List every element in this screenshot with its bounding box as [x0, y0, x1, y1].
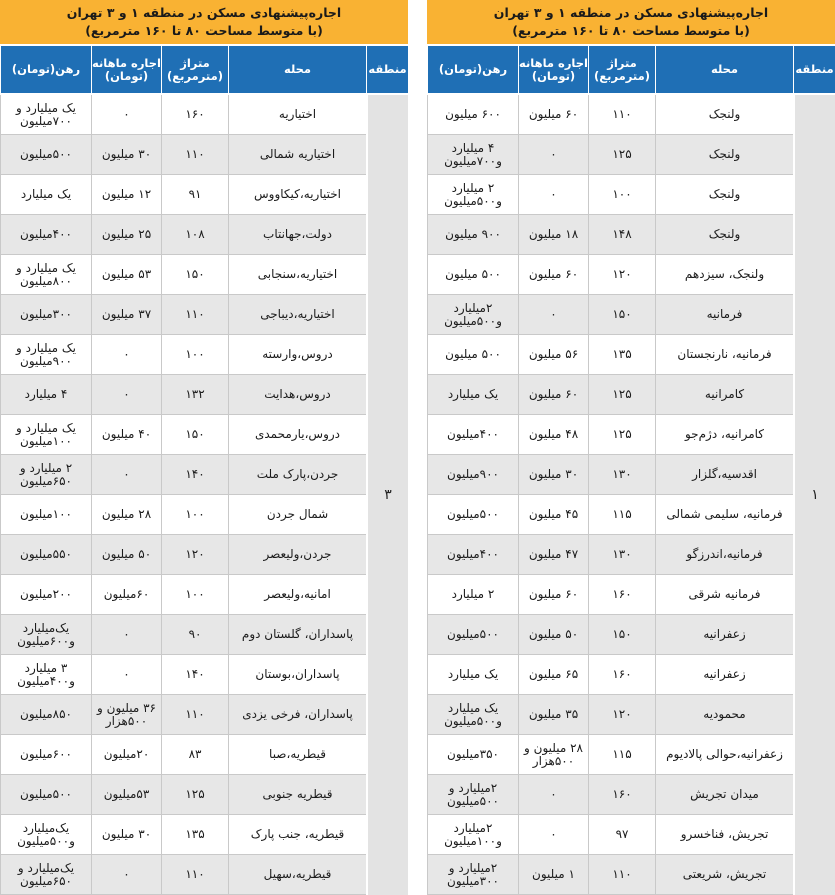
- table-cell-rent: ۵۶ میلیون: [518, 335, 588, 375]
- table-cell-rent: ۴۵ میلیون: [518, 495, 588, 535]
- table-cell-area: کامرانیه، دژم‌جو: [655, 415, 793, 455]
- table-cell-deposit: ۴۰۰میلیون: [0, 215, 91, 255]
- table-cell-area: دروس،هدایت: [228, 375, 366, 415]
- table-cell-size: ۱۴۸: [588, 215, 655, 255]
- table-cell-area: قیطریه،سهیل: [228, 855, 366, 895]
- table-cell-size: ۱۳۲: [161, 375, 228, 415]
- table-cell-rent: ۳۵ میلیون: [518, 695, 588, 735]
- column-header-area: محله: [655, 46, 793, 93]
- table-cell-rent: ۲۵ میلیون: [91, 215, 161, 255]
- table-cell-rent: ۰: [518, 135, 588, 175]
- table-cell-rent: ۴۰ میلیون: [91, 415, 161, 455]
- column-header-deposit: رهن(تومان): [0, 46, 91, 93]
- table-cell-rent: ۳۷ میلیون: [91, 295, 161, 335]
- table-cell-rent: ۶۰ میلیون: [518, 575, 588, 615]
- table-cell-deposit: ۳۵۰میلیون: [427, 735, 518, 775]
- table-panel-region-1: [427, 0, 835, 888]
- table-cell-rent: ۶۵ میلیون: [518, 655, 588, 695]
- table-cell-rent: ۰: [518, 815, 588, 855]
- table-cell-area: فرمانیه، نارنجستان: [655, 335, 793, 375]
- table-cell-rent: ۰: [91, 455, 161, 495]
- table-cell-rent: ۴۸ میلیون: [518, 415, 588, 455]
- table-cell-area: فرمانیه،اندرزگو: [655, 535, 793, 575]
- table-cell-deposit: ۲ میلیارد و۵۰۰میلیون: [427, 175, 518, 215]
- table-cell-area: قیطریه، جنب پارک: [228, 815, 366, 855]
- table-cell-rent: ۵۳میلیون: [91, 775, 161, 815]
- table-cell-area: ولنجک: [655, 175, 793, 215]
- table-cell-size: ۱۳۵: [161, 815, 228, 855]
- column-header-region: منطقه: [366, 46, 408, 93]
- table-cell-deposit: ۵۰۰میلیون: [0, 135, 91, 175]
- table-cell-rent: ۰: [91, 855, 161, 895]
- table-cell-deposit: ۲ میلیارد و ۶۵۰میلیون: [0, 455, 91, 495]
- table-cell-size: ۱۴۰: [161, 455, 228, 495]
- table-cell-rent: ۰: [91, 615, 161, 655]
- table-cell-rent: ۰: [91, 335, 161, 375]
- table-cell-rent: ۲۸ میلیون و ۵۰۰هزار: [518, 735, 588, 775]
- table-cell-area: اختیاریه: [228, 95, 366, 135]
- table-cell-size: ۱۳۵: [588, 335, 655, 375]
- table-cell-size: ۱۳۰: [588, 535, 655, 575]
- table-cell-size: ۱۶۰: [588, 655, 655, 695]
- table-cell-size: ۱۲۰: [588, 695, 655, 735]
- table-cell-area: دروس،یارمحمدی: [228, 415, 366, 455]
- table-cell-size: ۱۲۵: [588, 415, 655, 455]
- table-cell-deposit: ۲میلیارد و۱۰۰میلیون: [427, 815, 518, 855]
- table-cell-area: ولنجک: [655, 215, 793, 255]
- table-cell-area: ولنجک، سیزدهم: [655, 255, 793, 295]
- table-cell-size: ۹۷: [588, 815, 655, 855]
- table-cell-area: زعفرانیه،حوالی پالادیوم: [655, 735, 793, 775]
- table-cell-deposit: یک میلیارد: [0, 175, 91, 215]
- table-cell-size: ۱۱۵: [588, 495, 655, 535]
- table-cell-deposit: یک میلیارد و ۸۰۰میلیون: [0, 255, 91, 295]
- column-header-rent: اجاره ماهانه (تومان): [91, 46, 161, 93]
- table-cell-size: ۱۶۰: [161, 95, 228, 135]
- table-cell-size: ۱۰۸: [161, 215, 228, 255]
- table-cell-size: ۱۶۰: [588, 775, 655, 815]
- table-cell-size: ۱۲۰: [588, 255, 655, 295]
- table-cell-area: فرمانیه، سلیمی شمالی: [655, 495, 793, 535]
- table-cell-size: ۱۲۵: [588, 135, 655, 175]
- table-cell-rent: ۵۰ میلیون: [91, 535, 161, 575]
- table-cell-deposit: ۶۰۰میلیون: [0, 735, 91, 775]
- table-cell-deposit: ۵۵۰میلیون: [0, 535, 91, 575]
- table-cell-area: پاسداران، گلستان دوم: [228, 615, 366, 655]
- table-cell-rent: ۵۳ میلیون: [91, 255, 161, 295]
- table-cell-size: ۱۳۰: [588, 455, 655, 495]
- table-cell-deposit: یک‌میلیارد و۶۰۰میلیون: [0, 615, 91, 655]
- table-cell-rent: ۰: [91, 655, 161, 695]
- table-cell-size: ۱۴۰: [161, 655, 228, 695]
- table-cell-deposit: ۸۵۰میلیون: [0, 695, 91, 735]
- table-cell-deposit: یک میلیارد: [427, 375, 518, 415]
- table-cell-size: ۱۱۰: [161, 855, 228, 895]
- table-cell-rent: ۳۰ میلیون: [91, 815, 161, 855]
- table-cell-area: اختیاریه شمالی: [228, 135, 366, 175]
- table-cell-deposit: ۲۰۰میلیون: [0, 575, 91, 615]
- table-header: [427, 44, 835, 93]
- table-cell-deposit: یک میلیارد: [427, 655, 518, 695]
- table-body: [0, 93, 408, 895]
- title-line-2: (با متوسط مساحت ۸۰ تا ۱۶۰ مترمربع): [512, 23, 750, 38]
- table-cell-deposit: یک میلیارد و ۷۰۰میلیون: [0, 95, 91, 135]
- table-cell-size: ۱۰۰: [161, 575, 228, 615]
- table-cell-area: محمودیه: [655, 695, 793, 735]
- table-cell-size: ۱۱۰: [588, 95, 655, 135]
- table-cell-area: اختیاریه،کیکاووس: [228, 175, 366, 215]
- table-cell-rent: ۳۰ میلیون: [518, 455, 588, 495]
- table-cell-area: پاسداران،بوستان: [228, 655, 366, 695]
- table-cell-rent: ۱۸ میلیون: [518, 215, 588, 255]
- table-cell-deposit: ۳ میلیارد و۴۰۰میلیون: [0, 655, 91, 695]
- table-header: [0, 44, 408, 93]
- table-cell-size: ۱۱۰: [161, 695, 228, 735]
- table-cell-size: ۹۱: [161, 175, 228, 215]
- table-cell-rent: ۰: [91, 375, 161, 415]
- table-cell-deposit: یک‌میلیارد و ۶۵۰میلیون: [0, 855, 91, 895]
- table-cell-rent: ۶۰میلیون: [91, 575, 161, 615]
- table-cell-size: ۱۵۰: [588, 295, 655, 335]
- table-cell-area: جردن،پارک ملت: [228, 455, 366, 495]
- table-cell-deposit: ۱۰۰میلیون: [0, 495, 91, 535]
- table-cell-area: زعفرانیه: [655, 655, 793, 695]
- table-title: [0, 0, 408, 44]
- table-cell-rent: ۰: [91, 95, 161, 135]
- table-panel-region-3: [0, 0, 408, 888]
- table-cell-size: ۱۲۰: [161, 535, 228, 575]
- table-cell-deposit: ۵۰۰ میلیون: [427, 335, 518, 375]
- table-cell-deposit: ۶۰۰ میلیون: [427, 95, 518, 135]
- table-cell-deposit: ۲ میلیارد: [427, 575, 518, 615]
- table-cell-size: ۱۵۰: [588, 615, 655, 655]
- table-cell-area: کامرانیه: [655, 375, 793, 415]
- table-cell-area: پاسداران، فرخی یزدی: [228, 695, 366, 735]
- table-cell-size: ۱۲۵: [588, 375, 655, 415]
- table-cell-rent: ۱ میلیون: [518, 855, 588, 895]
- table-cell-area: زعفرانیه: [655, 615, 793, 655]
- table-cell-size: ۱۰۰: [161, 495, 228, 535]
- table-cell-deposit: ۵۰۰میلیون: [427, 495, 518, 535]
- table-cell-rent: ۶۰ میلیون: [518, 95, 588, 135]
- title-line-1: اجاره‌پیشنهادی مسکن در منطقه ۱ و ۳ تهران: [493, 5, 769, 20]
- table-cell-rent: ۰: [518, 775, 588, 815]
- table-cell-area: اقدسیه،گلزار: [655, 455, 793, 495]
- table-cell-rent: ۶۰ میلیون: [518, 375, 588, 415]
- table-cell-size: ۸۳: [161, 735, 228, 775]
- table-cell-size: ۱۵۰: [161, 255, 228, 295]
- table-cell-deposit: ۵۰۰میلیون: [0, 775, 91, 815]
- table-cell-deposit: ۹۰۰ میلیون: [427, 215, 518, 255]
- table-cell-deposit: یک میلیارد و ۹۰۰میلیون: [0, 335, 91, 375]
- table-cell-rent: ۱۲ میلیون: [91, 175, 161, 215]
- table-cell-size: ۱۰۰: [588, 175, 655, 215]
- column-header-area: محله: [228, 46, 366, 93]
- table-cell-rent: ۲۰میلیون: [91, 735, 161, 775]
- table-cell-size: ۹۰: [161, 615, 228, 655]
- table-cell-rent: ۰: [518, 175, 588, 215]
- column-header-rent: اجاره ماهانه (تومان): [518, 46, 588, 93]
- table-cell-deposit: ۲میلیارد و ۵۰۰میلیون: [427, 775, 518, 815]
- table-cell-deposit: یک میلیارد و ۱۰۰میلیون: [0, 415, 91, 455]
- table-cell-size: ۱۲۵: [161, 775, 228, 815]
- table-cell-rent: ۶۰ میلیون: [518, 255, 588, 295]
- table-body: [427, 93, 835, 895]
- table-cell-deposit: ۲میلیارد و۵۰۰میلیون: [427, 295, 518, 335]
- table-cell-rent: ۲۸ میلیون: [91, 495, 161, 535]
- table-cell-area: امانیه،ولیعصر: [228, 575, 366, 615]
- table-cell-area: میدان تجریش: [655, 775, 793, 815]
- table-cell-deposit: ۴ میلیارد و۷۰۰میلیون: [427, 135, 518, 175]
- table-cell-deposit: ۵۰۰ میلیون: [427, 255, 518, 295]
- table-title: [427, 0, 835, 44]
- table-cell-deposit: ۹۰۰میلیون: [427, 455, 518, 495]
- table-cell-size: ۱۰۰: [161, 335, 228, 375]
- column-header-size: متراژ (مترمربع): [588, 46, 655, 93]
- table-cell-area: ولنجک: [655, 95, 793, 135]
- table-cell-area: تجریش، فناخسرو: [655, 815, 793, 855]
- table-cell-deposit: ۲میلیارد و ۳۰۰میلیون: [427, 855, 518, 895]
- table-cell-area: تجریش، شریعتی: [655, 855, 793, 895]
- region-number: ۳: [366, 95, 408, 895]
- table-cell-area: قیطریه جنوبی: [228, 775, 366, 815]
- title-line-1: اجاره‌پیشنهادی مسکن در منطقه ۱ و ۳ تهران: [66, 5, 342, 20]
- table-cell-area: شمال جردن: [228, 495, 366, 535]
- table-cell-size: ۱۱۰: [161, 135, 228, 175]
- table-cell-deposit: ۴ میلیارد: [0, 375, 91, 415]
- region-number: ۱: [793, 95, 835, 895]
- column-header-deposit: رهن(تومان): [427, 46, 518, 93]
- column-header-region: منطقه: [793, 46, 835, 93]
- table-cell-area: دولت،جهانتاب: [228, 215, 366, 255]
- table-cell-area: قیطریه،صبا: [228, 735, 366, 775]
- table-cell-size: ۱۵۰: [161, 415, 228, 455]
- table-cell-area: اختیاریه،سنجابی: [228, 255, 366, 295]
- table-cell-rent: ۵۰ میلیون: [518, 615, 588, 655]
- table-cell-rent: ۰: [518, 295, 588, 335]
- table-cell-rent: ۳۶ میلیون و ۵۰۰هزار: [91, 695, 161, 735]
- table-cell-rent: ۳۰ میلیون: [91, 135, 161, 175]
- table-cell-deposit: ۴۰۰میلیون: [427, 415, 518, 455]
- table-cell-area: فرمانیه شرقی: [655, 575, 793, 615]
- table-cell-deposit: ۴۰۰میلیون: [427, 535, 518, 575]
- table-cell-deposit: یک‌میلیارد و۵۰۰میلیون: [0, 815, 91, 855]
- table-cell-deposit: ۵۰۰میلیون: [427, 615, 518, 655]
- table-cell-area: اختیاریه،دیباجی: [228, 295, 366, 335]
- table-cell-area: جردن،ولیعصر: [228, 535, 366, 575]
- table-cell-area: دروس،وارسته: [228, 335, 366, 375]
- table-cell-rent: ۴۷ میلیون: [518, 535, 588, 575]
- table-cell-deposit: ۳۰۰میلیون: [0, 295, 91, 335]
- table-cell-size: ۱۶۰: [588, 575, 655, 615]
- table-cell-size: ۱۱۰: [588, 855, 655, 895]
- table-cell-size: ۱۱۵: [588, 735, 655, 775]
- column-header-size: متراژ (مترمربع): [161, 46, 228, 93]
- title-line-2: (با متوسط مساحت ۸۰ تا ۱۶۰ مترمربع): [85, 23, 323, 38]
- table-cell-area: ولنجک: [655, 135, 793, 175]
- table-cell-deposit: یک میلیارد و۵۰۰میلیون: [427, 695, 518, 735]
- table-cell-area: فرمانیه: [655, 295, 793, 335]
- table-cell-size: ۱۱۰: [161, 295, 228, 335]
